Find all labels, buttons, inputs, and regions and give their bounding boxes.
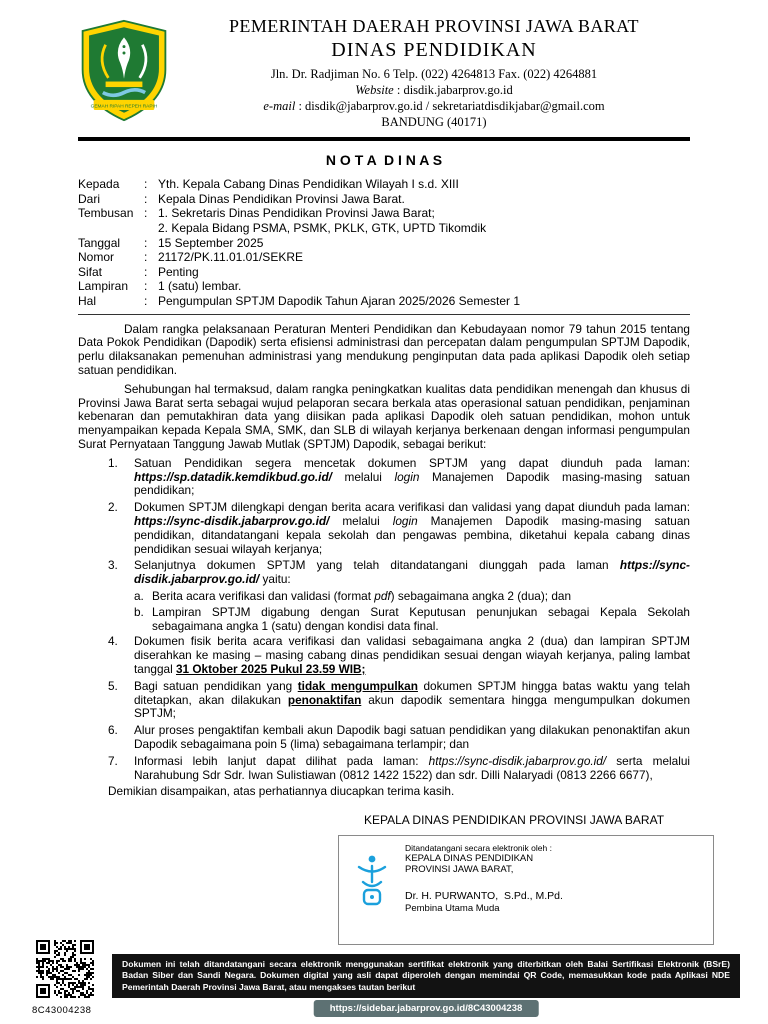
- numbered-item: [108, 755, 690, 783]
- item-text: [134, 635, 690, 676]
- email-value: disdik@jabarprov.go.id / sekretariatdisdikjabar@gmail.com: [305, 99, 605, 113]
- numbered-item: [108, 501, 690, 556]
- org-city-line: BANDUNG (40171): [381, 115, 487, 129]
- text-segment: ) sebagaimana angka 2 (dua); dan: [390, 588, 572, 603]
- text-segment: serta melalui Narahubung Sdr Sdr. Iwan Sulistiawan (0812 1422 1522) dan sdr. Dilli Nalaryadi (0813 2266 6677),: [134, 753, 691, 782]
- signer-rank: Pembina Utama Muda: [405, 903, 500, 915]
- text-segment: dokumen SPTJM hingga batas waktu yang telah ditetapkan, akan dilakukan: [134, 678, 691, 707]
- meta-value: Kepala Dinas Pendidikan Provinsi Jawa Barat.: [158, 191, 405, 206]
- emphasized-text: https://sp.datadik.kemdikbud.go.id/: [134, 469, 332, 484]
- text-segment: yaitu:: [259, 572, 291, 587]
- numbered-item: [108, 635, 690, 676]
- meta-row: [78, 294, 690, 309]
- org-website-line: [178, 83, 690, 98]
- meta-value: 15 September 2025: [158, 235, 264, 250]
- item-marker: 4.: [108, 634, 118, 649]
- website-value: disdik.jabarprov.go.id: [403, 83, 513, 97]
- email-colon: :: [298, 99, 302, 113]
- text-segment: Satuan Pendidikan segera mencetak dokumen SPTJM yang dapat diunduh pada laman:: [134, 455, 690, 470]
- esign-emblem-icon: [351, 852, 393, 910]
- text-segment: akun dapodik sementara hingga mengumpulkan dokumen SPTJM;: [134, 692, 690, 721]
- item-text: [134, 501, 690, 556]
- meta-label: Tanggal: [78, 235, 121, 250]
- text-segment: Informasi lebih lanjut dapat dilihat pada laman:: [134, 753, 429, 768]
- meta-colon: :: [144, 264, 148, 279]
- esign-caption: Ditandatangani secara elektronik oleh :: [405, 843, 552, 854]
- meta-row: [78, 177, 690, 192]
- esign-disclaimer-bar: Dokumen ini telah ditandatangani secara elektronik menggunakan sertifikat elektronik yang diterbitkan oleh Balai Sertifikasi Elektronik (BSrE) Badan Siber dan Sandi Negara. Dokumen digital yang asli dapat diperoleh dengan memindai QR Code, memasukkan kode pada Aplikasi NDE Pemerintah Daerah Provinsi Jawa Barat, atau mengakses tautan berikut: [112, 954, 740, 998]
- numbered-item: [108, 457, 690, 498]
- letterhead: [78, 16, 690, 130]
- email-label: e-mail: [263, 99, 296, 113]
- lettered-subitem: [134, 606, 690, 634]
- item-marker: a.: [134, 588, 144, 603]
- body-paragraph: [78, 383, 690, 452]
- meta-row: [78, 192, 690, 207]
- item-text: [152, 606, 690, 634]
- item-marker: 7.: [108, 753, 118, 768]
- meta-colon: :: [144, 206, 148, 221]
- meta-row: [78, 265, 690, 280]
- meta-divider: [78, 314, 690, 315]
- item-text: [134, 680, 690, 721]
- meta-value: Yth. Kepala Cabang Dinas Pendidikan Wilayah I s.d. XIII: [158, 177, 459, 191]
- text-segment: Manajemen Dapodik masing-masing satuan pendidikan, ditandatangani kepala sekolah dan pengawas pembina, diketahui kepala cabang dinas pendidikan sesuai wilayah kerjanya;: [134, 513, 690, 556]
- body-paragraph: [78, 323, 690, 378]
- item-text: [134, 457, 690, 498]
- qr-code-svg: [36, 940, 94, 998]
- meta-colon: :: [144, 279, 148, 294]
- emphasized-text: penonaktifan: [287, 692, 362, 707]
- meta-value: 1. Sekretaris Dinas Pendidikan Provinsi Jawa Barat; 2. Kepala Bidang PSMA, PSMK, PKLK, GTK, UPTD Tikomdik: [158, 206, 487, 235]
- meta-colon: :: [144, 235, 148, 250]
- text-segment: Dokumen SPTJM dilengkapi dengan berita acara verifikasi dan validasi yang dapat diunduh pada laman:: [134, 500, 690, 515]
- logo-motto-text: GEMAH RIPAH REPEH RAPIH: [90, 104, 158, 110]
- item-marker: b.: [134, 604, 144, 619]
- text-segment: Manajemen Dapodik masing-masing satuan pendidikan;: [134, 469, 690, 498]
- emphasized-text: https://sync-disdik.jabarprov.go.id/: [134, 513, 330, 528]
- signature-block: [338, 813, 690, 945]
- meta-label: Sifat: [78, 264, 103, 279]
- lettered-subitem: [134, 590, 690, 604]
- emphasized-text: pdf: [374, 588, 391, 603]
- letter-body: [78, 323, 690, 800]
- closing-line: [108, 785, 690, 799]
- text-segment: Demikian disampaikan, atas perhatiannya diucapkan terima kasih.: [108, 784, 455, 799]
- emphasized-text: https://sync-disdik.jabarprov.go.id/: [134, 558, 690, 587]
- meta-label: Hal: [78, 294, 97, 308]
- meta-table-body: [78, 177, 690, 309]
- letterhead-divider: [78, 137, 690, 141]
- letterhead-text: [178, 16, 690, 130]
- text-segment: Lampiran SPTJM digabung dengan Surat Keputusan penunjukan sebagai Kepala Sekolah sebagaimana angka 1 (satu) dengan kondisi data final.: [152, 604, 690, 633]
- electronic-signature-box: [338, 835, 714, 945]
- numbered-item: [108, 559, 690, 587]
- emphasized-text: login: [394, 469, 420, 484]
- item-marker: 6.: [108, 723, 118, 738]
- org-name-line2: DINAS PENDIDIKAN: [331, 39, 537, 61]
- text-segment: Dokumen fisik berita acara verifikasi dan validasi sebagaimana angka 2 (dua) dan lampiran SPTJM diserahkan ke masing – masing cabang dinas pendidikan sesuai dengan wiayah kerjanya, paling lambat tanggal: [134, 634, 690, 676]
- emphasized-text: https://sync-disdik.jabarprov.go.id/: [428, 753, 607, 768]
- text-segment: Dalam rangka pelaksanaan Peraturan Menteri Pendidikan dan Kebudayaan nomor 79 tahun 2015 tentang Data Pokok Pendidikan (Dapodik) serta efisiensi administrasi dan percepatan dalam pengumpulan SPTJM Dapodik, perlu dilaksanakan pemenuhan administrasi yang mendukung penginputan data pada aplikasi Dapodik oleh setiap satuan pendidikan.: [78, 321, 690, 378]
- verification-url-link[interactable]: https://sidebar.jabarprov.go.id/8C43004238: [314, 1000, 539, 1017]
- emphasized-text: login: [392, 513, 418, 528]
- jawa-barat-emblem-logo: [78, 19, 170, 127]
- qr-code: [36, 940, 94, 998]
- text-segment: Alur proses pengaktifan kembali akun Dapodik bagi satuan pendidikan yang dilakukan penonaktifan akun Dapodik sebagaimana poin 5 (lima) sebagaimana terlampir; dan: [134, 723, 690, 751]
- text-segment: Selanjutnya dokumen SPTJM yang telah ditandatangani diunggah pada laman: [134, 558, 620, 573]
- meta-table: [78, 177, 690, 309]
- meta-label: Tembusan: [78, 206, 134, 221]
- text-segment: Sehubungan hal termaksud, dalam rangka peningkatkan kualitas data pendidikan menengah dan khusus di Provinsi Jawa Barat serta sebagai wujud pelaporan secara berkala atas operasional satuan pendidikan, penjaminan kebenaran dan pemutakhiran data yang diisikan pada aplikasi Dapodik oleh satuan pendidikan, mohon untuk menyampaikan kepada Kepala SMA, SMK, dan SLB di wilayah kerjanya berkenaan dengan informasi pengumpulan Surat Pernyataan Tanggung Jawab Mutlak (SPTJM) Dapodik, sebagai berikut:: [78, 381, 690, 451]
- meta-value: 21172/PK.11.01.01/SEKRE: [158, 250, 303, 265]
- meta-label: Kepada: [78, 177, 120, 191]
- signer-name: Dr. H. PURWANTO, S.Pd., M.Pd.: [405, 890, 563, 903]
- item-marker: 3.: [108, 558, 118, 573]
- esign-office-line2: PROVINSI JAWA BARAT,: [405, 864, 514, 876]
- item-text: [134, 724, 690, 752]
- meta-label: Nomor: [78, 250, 115, 265]
- org-name-line1: PEMERINTAH DAERAH PROVINSI JAWA BARAT: [229, 16, 639, 36]
- website-colon: :: [396, 83, 401, 97]
- meta-value: Pengumpulan SPTJM Dapodik Tahun Ajaran 2025/2026 Semester 1: [158, 294, 521, 308]
- item-marker: 2.: [108, 500, 118, 515]
- meta-label: Lampiran: [78, 279, 129, 294]
- meta-row: [78, 236, 690, 251]
- meta-value: Penting: [158, 264, 199, 279]
- signature-heading: KEPALA DINAS PENDIDIKAN PROVINSI JAWA BARAT: [363, 813, 665, 828]
- item-marker: 5.: [108, 678, 118, 693]
- numbered-item: [108, 724, 690, 752]
- item-text: [134, 755, 690, 783]
- meta-colon: :: [144, 177, 148, 191]
- meta-colon: :: [144, 250, 148, 265]
- document-code: 8C43004238: [32, 1005, 92, 1016]
- meta-row: [78, 206, 690, 235]
- org-email-line: [178, 99, 690, 114]
- text-segment: Bagi satuan pendidikan yang: [134, 678, 298, 693]
- letter-title: N O T A D I N A S: [325, 152, 443, 168]
- meta-row: [78, 279, 690, 294]
- meta-colon: :: [144, 294, 148, 308]
- text-segment: melalui: [331, 469, 395, 484]
- website-label: Website: [355, 83, 394, 97]
- meta-value: 1 (satu) lembar.: [158, 279, 242, 294]
- meta-label: Dari: [78, 191, 101, 206]
- text-segment: melalui: [329, 513, 393, 528]
- esign-office-line1: KEPALA DINAS PENDIDIKAN: [405, 853, 534, 865]
- emphasized-text: tidak mengumpulkan: [297, 678, 418, 693]
- numbered-item: [108, 680, 690, 721]
- item-marker: 1.: [108, 455, 118, 470]
- item-text: [134, 559, 690, 587]
- item-text: [152, 590, 690, 604]
- meta-colon: :: [144, 191, 148, 206]
- meta-row: [78, 250, 690, 265]
- text-segment: Berita acara verifikasi dan validasi (format: [152, 588, 375, 603]
- org-address: Jln. Dr. Radjiman No. 6 Telp. (022) 4264813 Fax. (022) 4264881: [270, 67, 598, 81]
- emphasized-text: 31 Oktober 2025 Pukul 23.59 WIB;: [175, 661, 366, 676]
